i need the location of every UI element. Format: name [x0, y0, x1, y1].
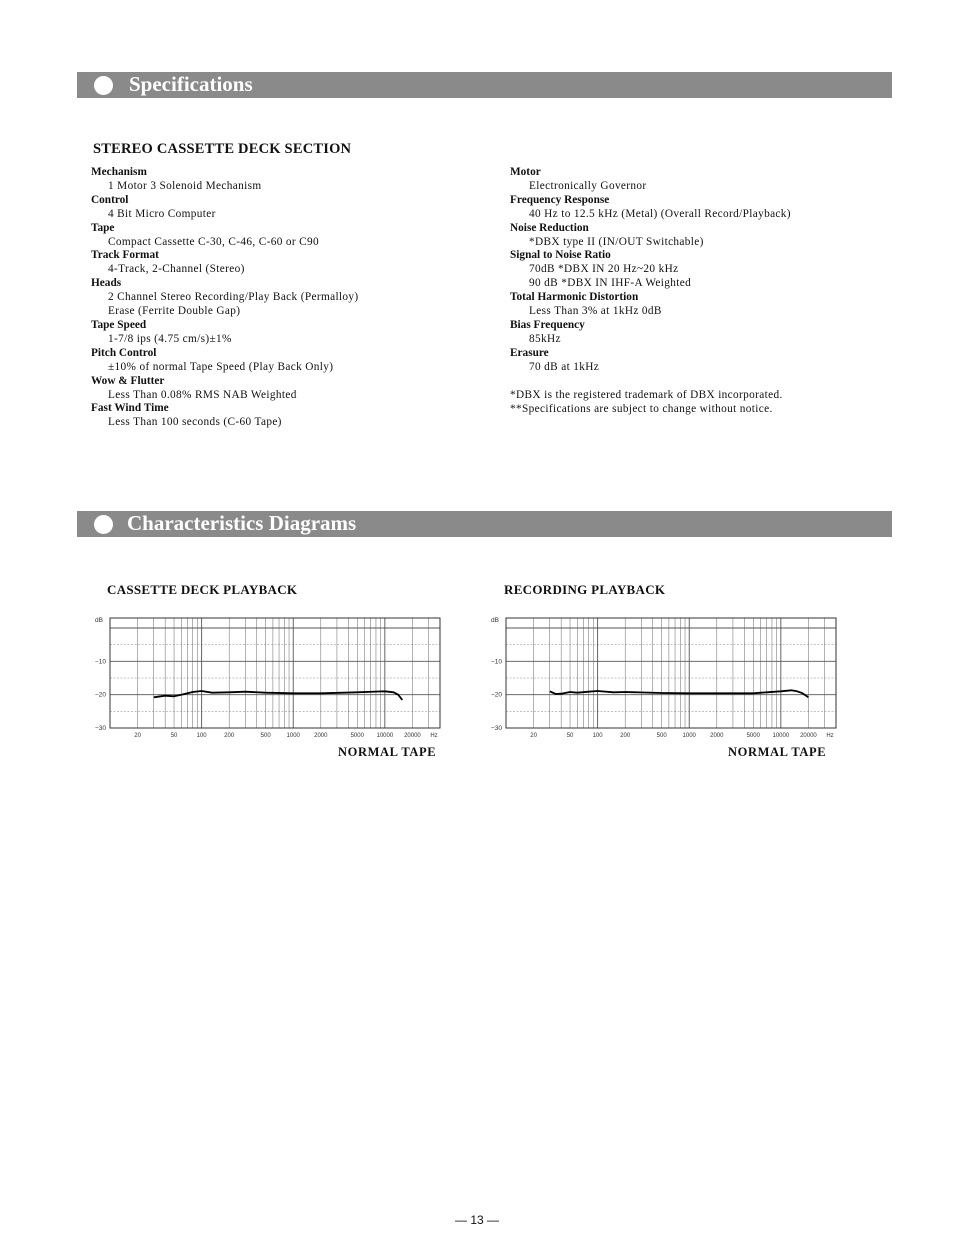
spec-right-value: Electronically Governor: [529, 179, 647, 192]
spec-right-label: Motor: [510, 166, 541, 178]
spec-column-left: [91, 166, 359, 430]
spec-left-value: Less Than 100 seconds (C-60 Tape): [108, 416, 282, 429]
spec-left-value: 4-Track, 2-Channel (Stereo): [108, 263, 245, 276]
spec-right-label: Noise Reduction: [510, 221, 589, 234]
y-tick-label: −20: [490, 691, 502, 699]
x-axis-unit-label: Hz: [826, 733, 834, 739]
y-axis-unit-label: dB: [491, 617, 499, 624]
x-tick-label: 1000: [682, 733, 696, 739]
x-tick-label: 50: [170, 733, 178, 739]
x-tick-label: 1000: [286, 733, 300, 739]
y-tick-label: −20: [94, 691, 106, 699]
spec-right-value: Less Than 3% at 1kHz 0dB: [529, 305, 662, 318]
chart-title-recording: RECORDING PLAYBACK: [504, 582, 666, 597]
spec-column-right: [510, 166, 791, 416]
spec-right-value: *DBX type II (IN/OUT Switchable): [529, 235, 704, 248]
spec-right-value: 70dB *DBX IN 20 Hz~20 kHz: [529, 263, 679, 276]
chart-cassette-deck-playback: [88, 612, 448, 742]
spec-left-label: Mechanism: [91, 166, 147, 178]
bullet-circle-icon: [94, 515, 113, 534]
spec-right-value: 85kHz: [529, 332, 561, 345]
x-tick-label: 10000: [772, 733, 790, 739]
chart-caption-playback: NORMAL TAPE: [338, 745, 437, 759]
spec-right-label: Bias Frequency: [510, 318, 585, 331]
spec-left-label: Tape Speed: [91, 318, 147, 331]
spec-left-label: Control: [91, 193, 129, 206]
page-number: — 13 —: [454, 1213, 499, 1227]
x-tick-label: 100: [592, 733, 603, 739]
x-tick-label: 10000: [376, 733, 394, 739]
x-tick-label: 20: [134, 733, 141, 739]
spec-left-label: Wow & Flutter: [91, 374, 165, 387]
spec-left-label: Pitch Control: [91, 346, 157, 359]
notes-spacer: [510, 375, 791, 389]
spec-left-value: 4 Bit Micro Computer: [108, 207, 216, 220]
x-tick-label: 500: [260, 733, 271, 739]
y-axis-unit-label: dB: [95, 617, 103, 624]
x-axis-unit-label: Hz: [430, 733, 438, 739]
spec-right-label: Total Harmonic Distortion: [510, 291, 639, 304]
response-curve-line: [550, 690, 809, 697]
spec-right-value: 70 dB at 1kHz: [529, 360, 600, 373]
spec-left-value: Compact Cassette C-30, C-46, C-60 or C90: [108, 235, 320, 248]
spec-right-value: 40 Hz to 12.5 kHz (Metal) (Overall Record/Playback): [529, 207, 791, 220]
spec-right-label: Signal to Noise Ratio: [510, 249, 611, 262]
spec-right-label: Erasure: [510, 346, 549, 359]
x-tick-label: 200: [620, 733, 631, 739]
x-tick-label: 20000: [404, 733, 421, 739]
x-tick-label: 2000: [314, 733, 328, 739]
spec-left-value: 2 Channel Stereo Recording/Play Back (Permalloy): [108, 291, 359, 304]
footnote: *DBX is the registered trademark of DBX incorporated.: [510, 388, 783, 401]
x-tick-label: 20000: [800, 733, 817, 739]
spec-left-label: Fast Wind Time: [91, 402, 169, 415]
stereo-cassette-deck-section-title: STEREO CASSETTE DECK SECTION: [93, 141, 352, 157]
x-tick-label: 500: [656, 733, 667, 739]
spec-left-value: Less Than 0.08% RMS NAB Weighted: [108, 388, 297, 401]
x-tick-label: 200: [224, 733, 235, 739]
spec-left-value: 1-7/8 ips (4.75 cm/s)±1%: [108, 332, 232, 345]
spec-left-value: ±10% of normal Tape Speed (Play Back Only): [108, 360, 334, 373]
footnote: **Specifications are subject to change without notice.: [510, 402, 773, 415]
x-tick-label: 20: [530, 733, 537, 739]
spec-left-label: Tape: [91, 221, 115, 234]
spec-left-value: Erase (Ferrite Double Gap): [108, 305, 241, 318]
spec-left-label: Heads: [91, 277, 122, 290]
spec-left-label: Track Format: [91, 249, 159, 262]
specifications-title: Specifications: [129, 72, 253, 96]
y-tick-label: −30: [94, 725, 106, 732]
response-curve-line: [154, 691, 403, 700]
characteristics-header: [77, 511, 892, 537]
y-tick-label: −10: [94, 658, 106, 666]
bullet-circle-icon: [94, 76, 113, 95]
spec-right-label: Frequency Response: [510, 193, 610, 206]
x-tick-label: 100: [196, 733, 207, 739]
x-tick-label: 5000: [350, 733, 364, 739]
spec-left-value: 1 Motor 3 Solenoid Mechanism: [108, 179, 262, 192]
characteristics-title: Characteristics Diagrams: [127, 511, 357, 535]
chart-title-playback: CASSETTE DECK PLAYBACK: [107, 582, 298, 597]
specifications-header: [77, 72, 892, 98]
chart-caption-recording: NORMAL TAPE: [728, 745, 827, 759]
spec-right-value: 90 dB *DBX IN IHF-A Weighted: [529, 277, 692, 290]
x-tick-label: 2000: [710, 733, 724, 739]
x-tick-label: 5000: [746, 733, 760, 739]
y-tick-label: −30: [490, 725, 502, 732]
y-tick-label: −10: [490, 658, 502, 666]
chart-recording-playback: [484, 612, 844, 742]
x-tick-label: 50: [566, 733, 574, 739]
